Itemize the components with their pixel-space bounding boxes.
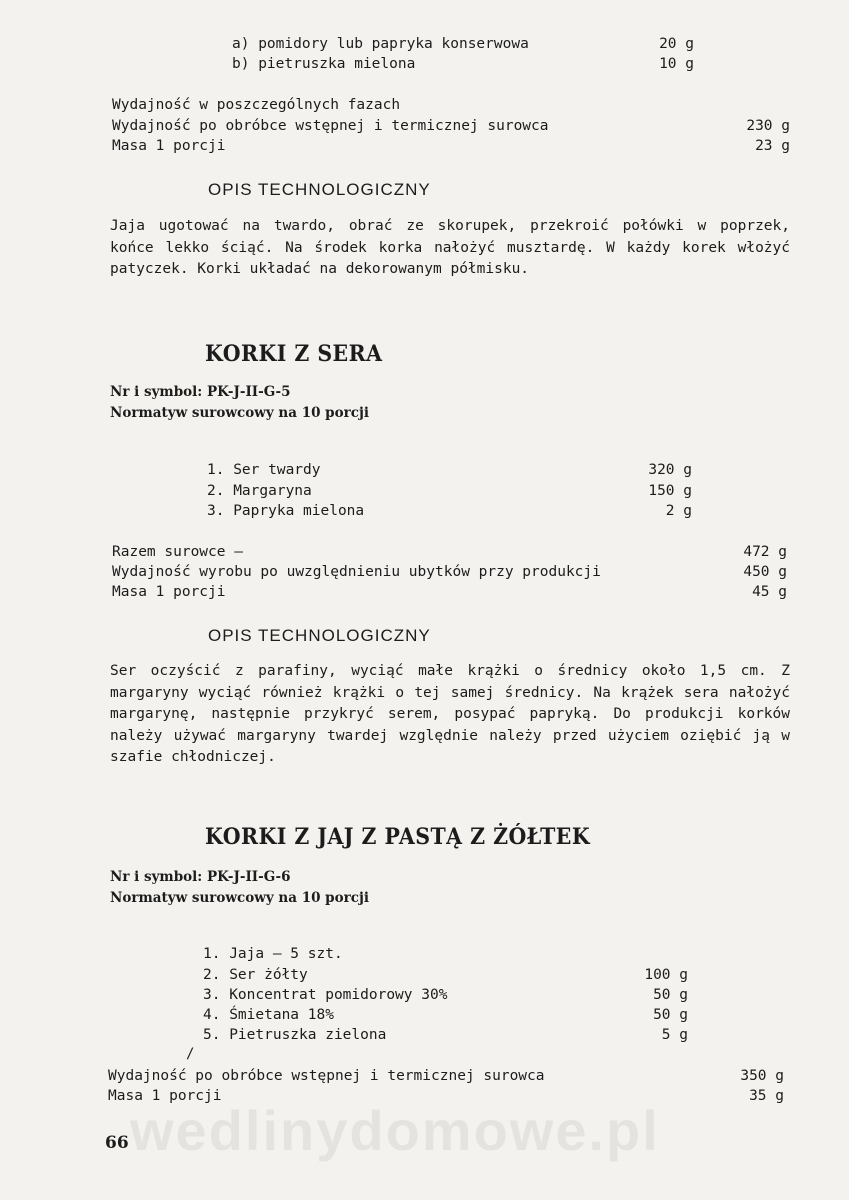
ingredient-name: a) pomidory lub papryka konserwowa [232, 36, 529, 52]
summary-value: 35 g [749, 1088, 784, 1104]
ingredient-qty: 100 g [644, 967, 688, 983]
opis-heading: OPIS TECHNOLOGICZNY [208, 180, 431, 199]
recipe-title: KORKI Z JAJ Z PASTĄ Z ŻÓŁTEK [205, 824, 591, 850]
ingredient-name: 3. Papryka mielona [207, 503, 365, 519]
ingredient-row [232, 54, 415, 74]
ingredient-qty: 20 g [659, 36, 694, 52]
summary-label: Wydajność po obróbce wstępnej i termicznej surowca [108, 1068, 545, 1084]
recipe-normatyw: Normatyw surowcowy na 10 porcji [110, 890, 369, 906]
opis-text: Ser oczyścić z parafiny, wyciąć małe krążki o średnicy około 1,5 cm. Z margaryny wyciąć również krążki o tej samej średnicy. Na krążek sera nałożyć margarynę, następnie przykryć serem, posypać papryką. Do produkcji korków należy używać margaryny twardej względnie należy przed użyciem oziębić ją w szafie chłodniczej. [110, 663, 790, 765]
summary-label: Masa 1 porcji [108, 1088, 222, 1104]
recipe-title: KORKI Z SERA [205, 341, 383, 367]
ingredient-qty: 2 g [665, 503, 692, 519]
summary-label: Masa 1 porcji [112, 138, 226, 154]
summary-label: Razem surowce — [112, 544, 243, 560]
ingredient-name: 5. Pietruszka zielona [203, 1027, 387, 1043]
page-number: 66 [105, 1133, 129, 1153]
ingredient-qty: 10 g [659, 56, 694, 72]
tick-mark: / [186, 1046, 195, 1062]
recipe-normatyw: Normatyw surowcowy na 10 porcji [110, 405, 369, 421]
summary-value: 450 g [743, 564, 787, 580]
summary-value: 45 g [752, 584, 787, 600]
ingredient-name: 1. Jaja — 5 szt. [203, 946, 343, 962]
recipe-symbol: Nr i symbol: PK-J-II-G-5 [110, 384, 291, 400]
ingredient-qty: 50 g [653, 987, 688, 1003]
opis-heading: OPIS TECHNOLOGICZNY [208, 626, 431, 645]
summary-label: Wydajność wyrobu po uwzględnieniu ubytków przy produkcji [112, 564, 601, 580]
ingredient-name: 4. Śmietana 18% [203, 1007, 334, 1023]
watermark: wedlinydomowe.pl [130, 1099, 660, 1162]
summary-value: 230 g [746, 118, 790, 134]
ingredient-qty: 320 g [648, 462, 692, 478]
opis-text: Jaja ugotować na twardo, obrać ze skorupek, przekroić połówki w poprzek, końce lekko ściąć. Na środek korka nałożyć musztardę. W każdy korek włożyć patyczek. Korki układać na dekorowanym półmisku. [110, 218, 790, 277]
ingredient-name: 2. Margaryna [207, 483, 312, 499]
summary-label: Masa 1 porcji [112, 584, 226, 600]
ingredient-qty: 5 g [661, 1027, 688, 1043]
summary-label: Wydajność po obróbce wstępnej i termicznej surowca [112, 118, 549, 134]
ingredient-name: 1. Ser twardy [207, 462, 321, 478]
ingredient-name: 2. Ser żółty [203, 967, 308, 983]
ingredient-qty: 150 g [648, 483, 692, 499]
summary-value: 23 g [755, 138, 790, 154]
recipe-symbol: Nr i symbol: PK-J-II-G-6 [110, 869, 291, 885]
ingredient-row [232, 34, 529, 54]
ingredient-name: b) pietruszka mielona [232, 56, 416, 72]
summary-value: 472 g [743, 544, 787, 560]
ingredient-name: 3. Koncentrat pomidorowy 30% [203, 987, 448, 1003]
ingredient-qty: 50 g [653, 1007, 688, 1023]
summary-value: 350 g [740, 1068, 784, 1084]
summary-label: Wydajność w poszczególnych fazach [112, 97, 401, 113]
